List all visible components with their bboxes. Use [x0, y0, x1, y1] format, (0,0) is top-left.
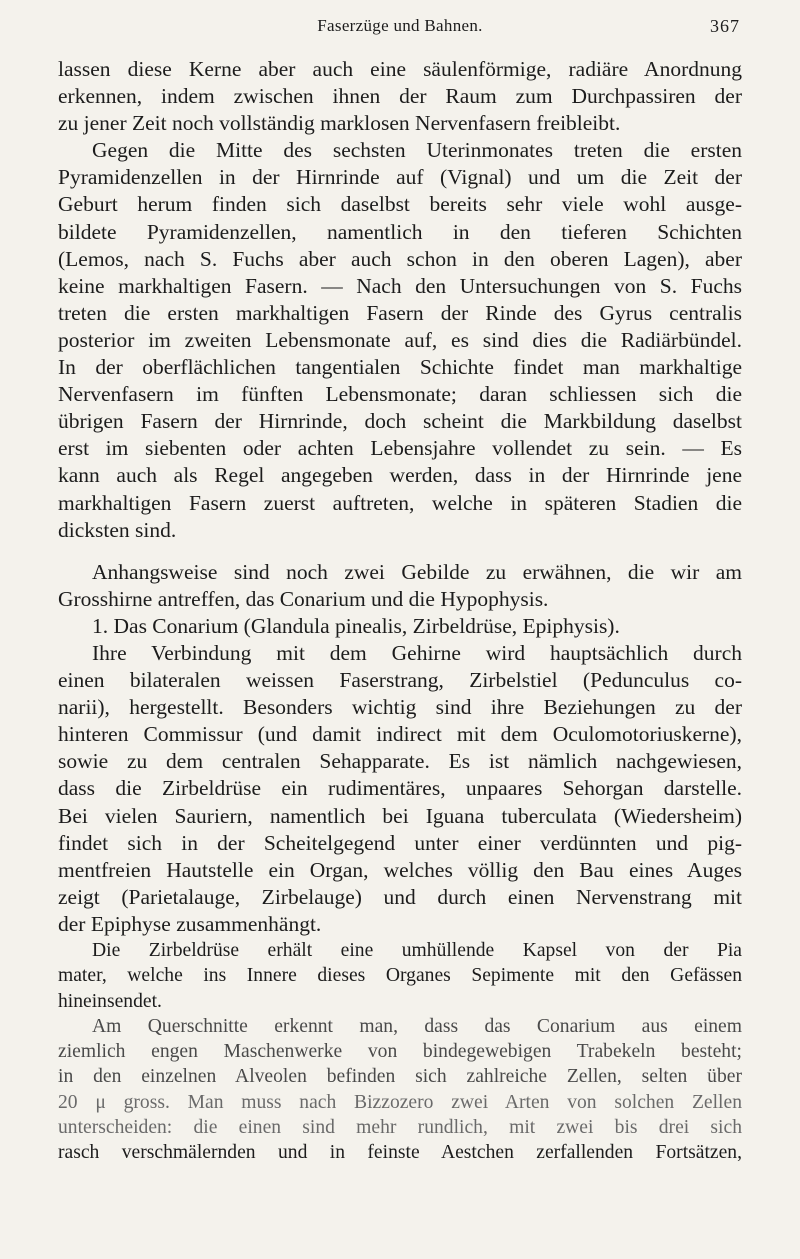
text-line: zeigt (Parietalauge, Zirbelauge) und durch einen Nervenstrang mit — [58, 884, 742, 909]
paragraph-1 — [58, 56, 742, 137]
text-line: unterscheiden: die einen sind mehr rundlich, mit zwei bis drei sich — [58, 1117, 742, 1139]
text-line: 20 μ gross. Man muss nach Bizzozero zwei Arten von solchen Zellen — [58, 1091, 742, 1113]
text-line: keine markhaltigen Fasern. — Nach den Untersuchungen von S. Fuchs — [58, 273, 742, 298]
text-line: posterior im zweiten Lebensmonate auf, es sind dies die Radiärbündel. — [58, 327, 742, 352]
paragraph-4 — [58, 640, 742, 938]
text-line: findet sich in der Scheitelgegend unter einer verdünnten und pig- — [58, 830, 742, 855]
text-line: mentfreien Hautstelle ein Organ, welches völlig den Bau eines Auges — [58, 857, 742, 882]
text-line: in den einzelnen Alveolen befinden sich zahlreiche Zellen, selten über — [58, 1066, 742, 1088]
body-text — [58, 56, 742, 1166]
text-line: einen bilateralen weissen Faserstrang, Zirbelstiel (Pedunculus co- — [58, 668, 742, 693]
text-line: der Epiphyse zusammenhängt. — [58, 911, 322, 936]
paragraph-3 — [58, 559, 742, 613]
text-line: mater, welche ins Innere dieses Organes Sepimente mit den Gefässen — [58, 965, 742, 987]
text-line: Bei vielen Sauriern, namentlich bei Iguana tuberculata (Wiedersheim) — [58, 803, 742, 828]
text-line: Nervenfasern im fünften Lebensmonate; daran schliessen sich die — [58, 382, 742, 407]
page-number: 367 — [710, 16, 740, 36]
text-line: Gegen die Mitte des sechsten Uterinmonates treten die ersten — [92, 138, 742, 163]
text-line: kann auch als Regel angegeben werden, dass in der Hirnrinde jene — [58, 463, 742, 488]
text-line: sowie zu dem centralen Sehapparate. Es ist nämlich nachgewiesen, — [58, 749, 742, 774]
running-head — [60, 16, 740, 40]
text-line: Anhangsweise sind noch zwei Gebilde zu erwähnen, die wir am — [92, 559, 742, 584]
text-line: rasch verschmälernden und in feinste Aestchen zerfallenden Fortsätzen, — [58, 1142, 742, 1164]
text-line: In der oberflächlichen tangentialen Schichte findet man markhaltige — [58, 355, 742, 380]
text-line: übrigen Fasern der Hirnrinde, doch scheint die Markbildung daselbst — [58, 409, 742, 434]
text-line: Geburt herum finden sich daselbst bereits sehr viele wohl ausge- — [58, 192, 742, 217]
text-line: dass die Zirbeldrüse ein rudimentäres, unpaares Sehorgan darstelle. — [58, 776, 742, 801]
text-line: Grosshirne antreffen, das Conarium und die Hypophysis. — [58, 586, 549, 611]
text-line: lassen diese Kerne aber auch eine säulenförmige, radiäre Anordnung — [58, 57, 742, 81]
text-line: Am Querschnitte erkennt man, dass das Conarium aus einem — [92, 1015, 742, 1037]
text-line: bildete Pyramidenzellen, namentlich in den tieferen Schichten — [58, 219, 742, 244]
text-line: Pyramidenzellen in der Hirnrinde auf (Vignal) und um die Zeit der — [58, 165, 742, 190]
text-line: hinteren Commissur (und damit indirect mit dem Oculomotoriuskerne), — [58, 722, 742, 747]
text-line: Die Zirbeldrüse erhält eine umhüllende Kapsel von der Pia — [92, 940, 742, 961]
text-line: treten die ersten markhaltigen Fasern der Rinde des Gyrus centralis — [58, 300, 742, 325]
paragraph-2 — [58, 137, 742, 543]
text-line: hineinsendet. — [58, 990, 162, 1012]
text-line: erst im siebenten oder achten Lebensjahre vollendet zu sein. — Es — [58, 436, 742, 461]
paragraph-6 — [58, 1014, 742, 1166]
text-line: markhaltigen Fasern zuerst auftreten, welche in späteren Stadien die — [58, 490, 742, 515]
text-line: erkennen, indem zwischen ihnen der Raum zum Durchpassiren der — [58, 84, 742, 109]
section-heading-conarium — [58, 613, 742, 640]
text-line: Ihre Verbindung mit dem Gehirne wird hauptsächlich durch — [92, 640, 742, 665]
section-gap — [58, 544, 742, 559]
text-line: narii), hergestellt. Besonders wichtig sind ihre Beziehungen zu der — [58, 695, 742, 720]
running-title: Faserzüge und Bahnen. — [317, 16, 483, 35]
text-line: ziemlich engen Maschenwerke von bindegewebigen Trabekeln besteht; — [58, 1041, 742, 1063]
paragraph-5 — [58, 938, 742, 1014]
text-line: zu jener Zeit noch vollständig marklosen Nervenfasern freibleibt. — [58, 111, 621, 136]
text-line: (Lemos, nach S. Fuchs aber auch schon in den oberen Lagen), aber — [58, 246, 742, 271]
text-line: dicksten sind. — [58, 517, 177, 542]
section-heading: 1. Das Conarium (Glandula pinealis, Zirbeldrüse, Epiphysis). — [92, 613, 620, 638]
